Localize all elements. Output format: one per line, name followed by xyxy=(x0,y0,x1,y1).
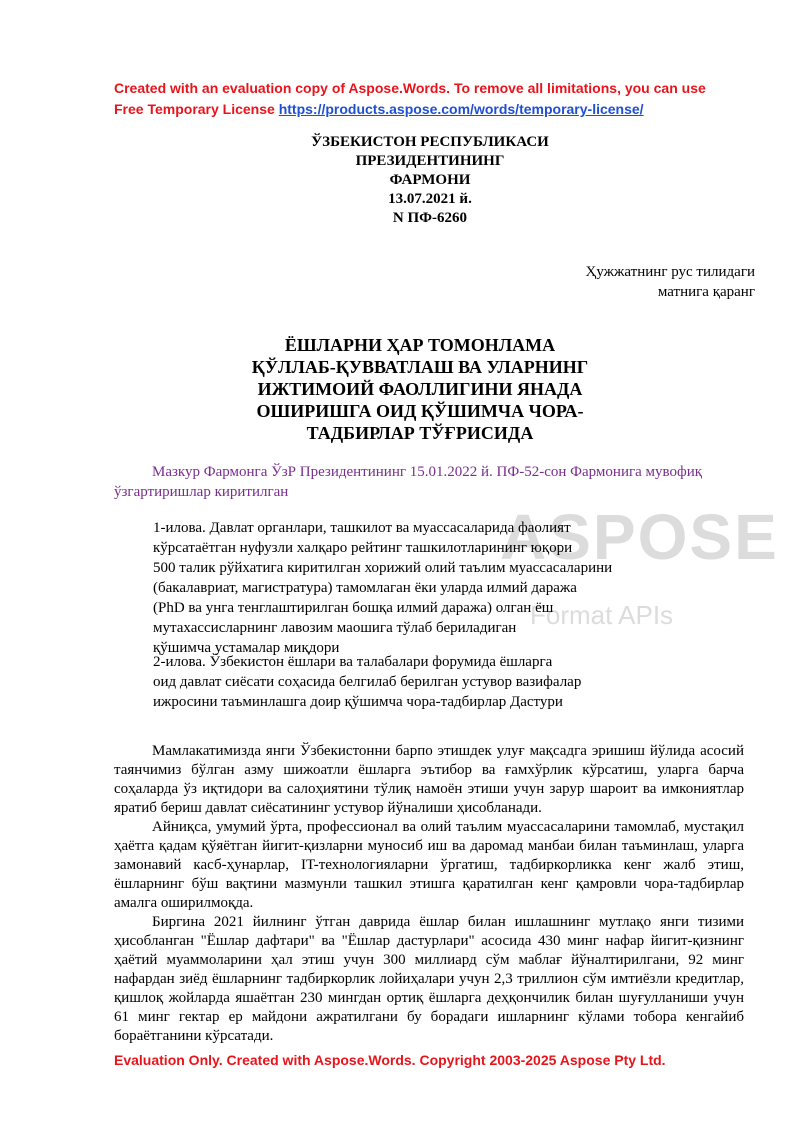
evaluation-notice-license-text: Free Temporary License xyxy=(114,101,279,117)
header-line-decree: ФАРМОНИ xyxy=(389,172,471,188)
annex-line: қўшимча устамалар миқдори xyxy=(153,640,340,656)
body-paragraph: Айниқса, умумий ўрта, профессионал ва олий таълим муассасаларини тамомлаб, мустақил ҳаётга қадам қўяётган йигит-қизларни муносиб иш ва даромад манбаи билан таъминлаш, уларга замонавий касб-ҳунарлар, IT-технологияларни ўргатиш, тадбиркорликка кенг жалб этиш, ёшларнинг бўш вақтини мазмунли ташкил этишга қаратилган кенг қамровли чора-тадбирлар амалга оширилмоқда. xyxy=(114,819,744,911)
decree-body xyxy=(114,742,744,1046)
amendment-note-link[interactable]: Мазкур Фармонга ЎзР Президентининг 15.01.2022 й. ПФ-52-сон Фармонига мувофиқ ўзгартиришлар киритилган xyxy=(114,464,703,500)
title-line: ЁШЛАРНИ ҲАР ТОМОНЛАМА xyxy=(284,335,556,355)
document-title xyxy=(220,334,620,444)
title-line: ОШИРИШГА ОИД ҚЎШИМЧА ЧОРА- xyxy=(256,401,584,421)
reference-note-line2: матнига қаранг xyxy=(657,284,755,300)
annex-1-link[interactable] xyxy=(153,518,633,658)
annex-2-link[interactable] xyxy=(153,652,633,712)
decree-number: N ПФ-6260 xyxy=(392,210,468,226)
title-line: ИЖТИМОИЙ ФАОЛЛИГИНИ ЯНАДА xyxy=(257,379,583,399)
evaluation-notice xyxy=(114,78,734,120)
title-line: ҚЎЛЛАБ-ҚУВВАТЛАШ ВА УЛАРНИНГ xyxy=(251,357,589,377)
reference-note-line1: Ҳужжатнинг рус тилидаги xyxy=(585,264,755,280)
title-line: ТАДБИРЛАР ТЎҒРИСИДА xyxy=(306,423,534,443)
evaluation-footer: Evaluation Only. Created with Aspose.Words. Copyright 2003-2025 Aspose Pty Ltd. xyxy=(114,1052,666,1068)
header-line-president: ПРЕЗИДЕНТИНИНГ xyxy=(355,153,505,169)
watermark-tagline: Format APIs xyxy=(530,600,674,630)
annex-line: оид давлат сиёсати соҳасида белгилаб берилган устувор вазифалар xyxy=(153,674,582,690)
watermark-logo-text: ASPOSE xyxy=(500,501,779,573)
annex-line: мутахассисларнинг лавозим маошига тўлаб бериладиган xyxy=(153,620,517,636)
annex-line: 1-илова. Давлат органлари, ташкилот ва муассасаларида фаолият xyxy=(153,520,571,536)
temporary-license-link[interactable]: https://products.aspose.com/words/temporary-license/ xyxy=(278,101,644,117)
evaluation-notice-line1: Created with an evaluation copy of Aspose.Words. To remove all limitations, you can use xyxy=(114,80,706,96)
evaluation-notice-line2 xyxy=(114,99,734,120)
decree-header xyxy=(230,133,630,228)
annex-line: 2-илова. Ўзбекистон ёшлари ва талабалари форумида ёшларга xyxy=(153,654,553,670)
body-paragraph: Биргина 2021 йилнинг ўтган даврида ёшлар билан ишлашнинг мутлақо янги тизими ҳисобланган "Ёшлар дафтари" ва "Ёшлар дастурлари" асосида 430 минг нафар йигит-қизнинг ҳаётий муаммоларини ҳал этиш учун 300 миллиард сўм маблағ йўналтирилгани, 92 минг нафардан зиёд ёшларнинг тадбиркорлик лойиҳалари учун 2,3 триллион сўм имтиёзли кредитлар, қишлоқ жойларда яшаётган 230 мингдан ортиқ ёшларга деҳқончилик билан шуғулланиши учун 61 минг гектар ер майдони ажратилгани бу борадаги ишларнинг кўлами тобора кенгайиб бораётганини кўрсатади. xyxy=(114,914,744,1044)
annex-line: ижросини таъминлашга доир қўшимча чора-тадбирлар Дастури xyxy=(153,694,563,710)
annex-line: (бакалавриат, магистратура) тамомлаган ёки уларда илмий даража xyxy=(153,580,577,596)
russian-text-reference[interactable] xyxy=(540,262,755,302)
annex-line: (PhD ва унга тенглаштирилган бошқа илмий даража) олган ёш xyxy=(153,600,554,616)
annex-line: кўрсатаётган нуфузли халқаро рейтинг ташкилотларининг юқори xyxy=(153,540,573,556)
header-line-republic: ЎЗБЕКИСТОН РЕСПУБЛИКАСИ xyxy=(311,134,549,150)
body-paragraph: Мамлакатимизда янги Ўзбекистонни барпо этишдек улуғ мақсадга эришиш йўлида асосий таянчимиз бўлган азму шижоатли ёшларга эътибор ва ғамхўрлик кўрсатиш, уларга барча соҳаларда ўз иқтидори ва салоҳиятини тўлиқ намоён этиши учун зарур шароит ва имкониятлар яратиб бериш давлат сиёсатининг устувор йўналиши ҳисобланади. xyxy=(114,743,744,816)
annex-line: 500 талик рўйхатига киритилган хорижий олий таълим муассасаларини xyxy=(153,560,613,576)
decree-date: 13.07.2021 й. xyxy=(388,191,472,207)
